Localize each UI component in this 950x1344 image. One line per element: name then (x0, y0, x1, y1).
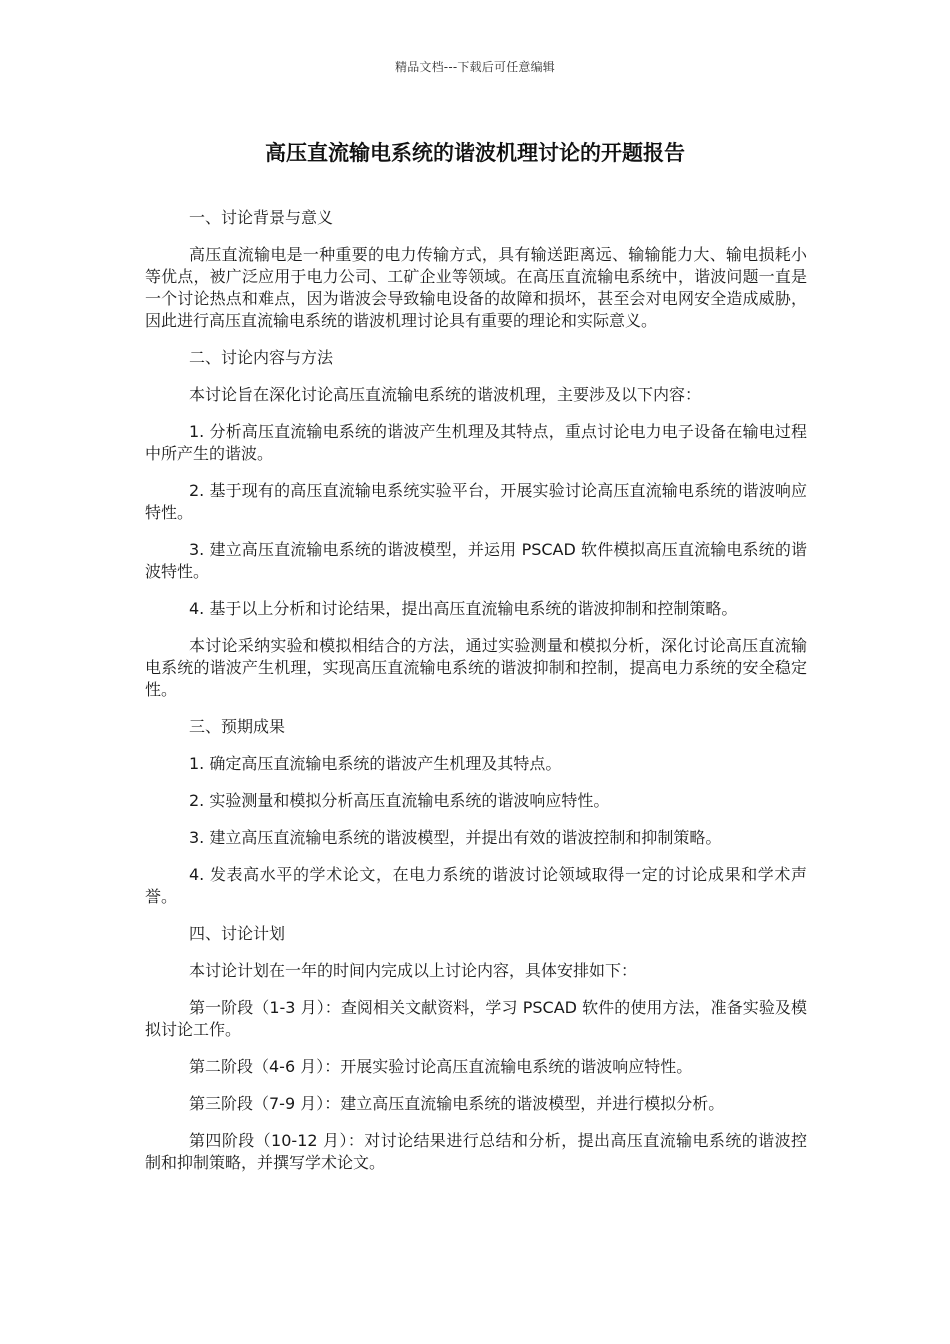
section-heading-content-method: 二、讨论内容与方法 (189, 348, 334, 367)
plan-stage-3: 第三阶段（7-9 月）：建立高压直流输电系统的谐波模型，并进行模拟分析。 (189, 1094, 725, 1113)
section-heading-outcomes: 三、预期成果 (189, 717, 286, 736)
paragraph-content-intro: 本讨论旨在深化讨论高压直流输电系统的谐波机理，主要涉及以下内容： (189, 385, 702, 404)
section-heading-plan: 四、讨论计划 (189, 924, 286, 943)
list-item-content-1: 1. 分析高压直流输电系统的谐波产生机理及其特点，重点讨论电力电子设备在输电过程中所产生的谐波。 (145, 422, 807, 463)
list-item-outcome-3: 3. 建立高压直流输电系统的谐波模型，并提出有效的谐波控制和抑制策略。 (189, 828, 722, 847)
list-item-outcome-1: 1. 确定高压直流输电系统的谐波产生机理及其特点。 (189, 754, 562, 773)
page-header: 精品文档---下载后可任意编辑 (395, 60, 555, 74)
document-title: 高压直流输电系统的谐波机理讨论的开题报告 (265, 141, 685, 165)
section-heading-background: 一、讨论背景与意义 (189, 208, 334, 227)
list-item-outcome-2: 2. 实验测量和模拟分析高压直流输电系统的谐波响应特性。 (189, 791, 610, 810)
list-item-content-2: 2. 基于现有的高压直流输电系统实验平台，开展实验讨论高压直流输电系统的谐波响应特性。 (145, 481, 807, 522)
document-body (145, 207, 807, 1189)
list-item-content-3: 3. 建立高压直流输电系统的谐波模型，并运用 PSCAD 软件模拟高压直流输电系统的谐波特性。 (145, 540, 807, 581)
plan-stage-4: 第四阶段（10-12 月）：对讨论结果进行总结和分析，提出高压直流输电系统的谐波控制和抑制策略，并撰写学术论文。 (145, 1131, 807, 1172)
list-item-outcome-4: 4. 发表高水平的学术论文，在电力系统的谐波讨论领域取得一定的讨论成果和学术声誉。 (145, 865, 807, 906)
paragraph-background: 高压直流输电是一种重要的电力传输方式，具有输送距离远、输输能力大、输电损耗小等优点，被广泛应用于电力公司、工矿企业等领域。在高压直流输电系统中，谐波问题一直是一个讨论热点和难点，因为谐波会导致输电设备的故障和损坏，甚至会对电网安全造成威胁，因此进行高压直流输电系统的谐波机理讨论具有重要的理论和实际意义。 (145, 245, 807, 330)
plan-stage-2: 第二阶段（4-6 月）：开展实验讨论高压直流输电系统的谐波响应特性。 (189, 1057, 693, 1076)
plan-stage-1: 第一阶段（1-3 月）：查阅相关文献资料，学习 PSCAD 软件的使用方法，准备实验及模拟讨论工作。 (145, 998, 807, 1039)
list-item-content-4: 4. 基于以上分析和讨论结果，提出高压直流输电系统的谐波抑制和控制策略。 (189, 599, 738, 618)
paragraph-plan-intro: 本讨论计划在一年的时间内完成以上讨论内容，具体安排如下： (189, 961, 638, 980)
paragraph-method: 本讨论采纳实验和模拟相结合的方法，通过实验测量和模拟分析，深化讨论高压直流输电系统的谐波产生机理，实现高压直流输电系统的谐波抑制和控制，提高电力系统的安全稳定性。 (145, 636, 807, 699)
